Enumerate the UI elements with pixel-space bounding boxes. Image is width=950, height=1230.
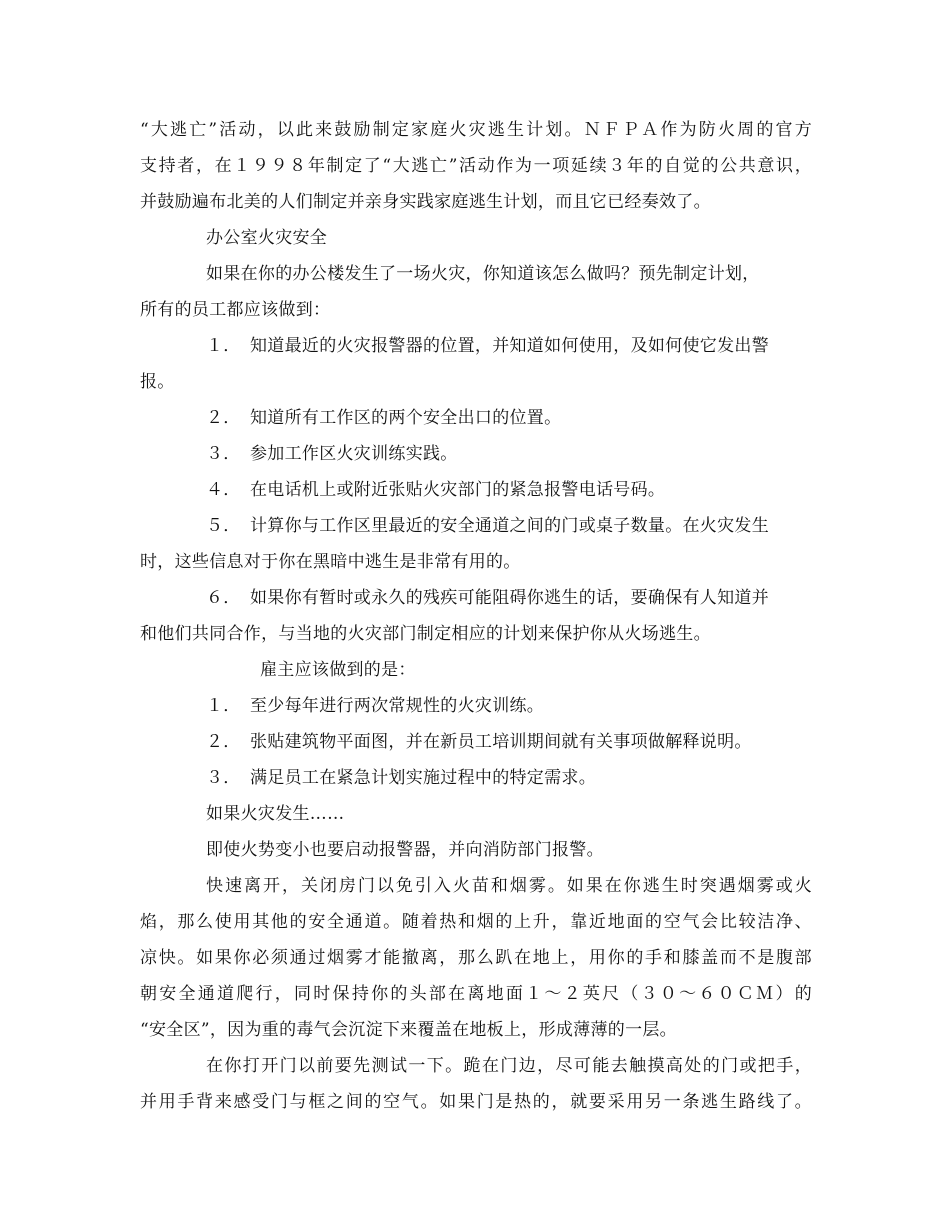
leave-para-line-5: “安全区”，因为重的毒气会沉淀下来覆盖在地板上，形成薄薄的一层。: [140, 1020, 677, 1040]
alarm-line: 即使火势变小也要启动报警器，并向消防部门报警。: [206, 840, 604, 860]
employer-item-3: [206, 766, 596, 790]
list-item-text: 计算你与工作区里最近的安全通道之间的门或桌子数量。在火灾发生: [250, 516, 769, 536]
employer-item-2: [206, 730, 752, 754]
list-item-text: 满足员工在紧急计划实施过程中的特定需求。: [250, 768, 596, 788]
list-item-text: 至少每年进行两次常规性的火灾训练。: [250, 696, 545, 716]
leave-para-line-3: 凉快。如果你必须通过烟雾才能撤离，那么趴在地上，用你的手和膝盖而不是腹部: [140, 948, 812, 968]
list-item-text: 在电话机上或附近张贴火灾部门的紧急报警电话号码。: [250, 480, 666, 500]
employee-item-5-continuation: 时，这些信息对于你在黑暗中逃生是非常有用的。: [140, 552, 521, 572]
intro-line-2: 支持者，在１９９８年制定了“大逃亡”活动作为一项延续３年的自觉的公共意识，: [140, 156, 812, 176]
door-para-line-1: 在你打开门以前要先测试一下。跪在门边，尽可能去触摸高处的门或把手，: [206, 1056, 812, 1076]
list-item-text: 如果你有暂时或永久的残疾可能阻碍你逃生的话，要确保有人知道并: [250, 588, 769, 608]
employer-heading: 雇主应该做到的是：: [260, 660, 416, 680]
office-para-line-2: 所有的员工都应该做到：: [140, 300, 331, 320]
employee-item-5: [206, 514, 769, 538]
employee-item-4: [206, 478, 665, 502]
list-number: ２．: [206, 408, 241, 428]
section-heading-office-fire-safety: 办公室火灾安全: [206, 228, 328, 248]
list-item-text: 知道所有工作区的两个安全出口的位置。: [250, 408, 562, 428]
list-number: ６．: [206, 588, 241, 608]
leave-para-line-1: 快速离开，关闭房门以免引入火苗和烟雾。如果在你逃生时突遇烟雾或火: [206, 876, 812, 896]
list-number: ４．: [206, 480, 241, 500]
intro-line-1: “大逃亡”活动，以此来鼓励制定家庭火灾逃生计划。ＮＦＰＡ作为防火周的官方: [140, 120, 812, 140]
office-para-line-1: 如果在你的办公楼发生了一场火灾，你知道该怎么做吗？预先制定计划，: [206, 264, 760, 284]
if-fire-heading: 如果火灾发生……: [206, 804, 345, 824]
employee-item-1-continuation: 报。: [140, 372, 175, 392]
list-number: ２．: [206, 732, 241, 752]
list-number: ３．: [206, 768, 241, 788]
employee-item-6-continuation: 和他们共同合作，与当地的火灾部门制定相应的计划来保护你从火场逃生。: [140, 624, 711, 644]
leave-para-line-2: 焰，那么使用其他的安全通道。随着热和烟的上升，靠近地面的空气会比较洁净、: [140, 912, 812, 932]
list-number: ５．: [206, 516, 241, 536]
employee-item-3: [206, 442, 458, 466]
employee-item-2: [206, 406, 561, 430]
employee-item-1: [206, 334, 769, 358]
leave-para-line-4: 朝安全通道爬行，同时保持你的头部在离地面１～２英尺（３０～６０ＣＭ）的: [140, 984, 812, 1004]
employer-item-1: [206, 694, 544, 718]
employee-item-6: [206, 586, 769, 610]
list-number: １．: [206, 336, 241, 356]
list-number: １．: [206, 696, 241, 716]
door-para-line-2: 并用手背来感受门与框之间的空气。如果门是热的，就要采用另一条逃生路线了。: [140, 1092, 812, 1112]
list-item-text: 参加工作区火灾训练实践。: [250, 444, 458, 464]
list-number: ３．: [206, 444, 241, 464]
intro-line-3: 并鼓励遍布北美的人们制定并亲身实践家庭逃生计划，而且它已经奏效了。: [140, 192, 711, 212]
list-item-text: 知道最近的火灾报警器的位置，并知道如何使用，及如何使它发出警: [250, 336, 769, 356]
list-item-text: 张贴建筑物平面图，并在新员工培训期间就有关事项做解释说明。: [250, 732, 752, 752]
